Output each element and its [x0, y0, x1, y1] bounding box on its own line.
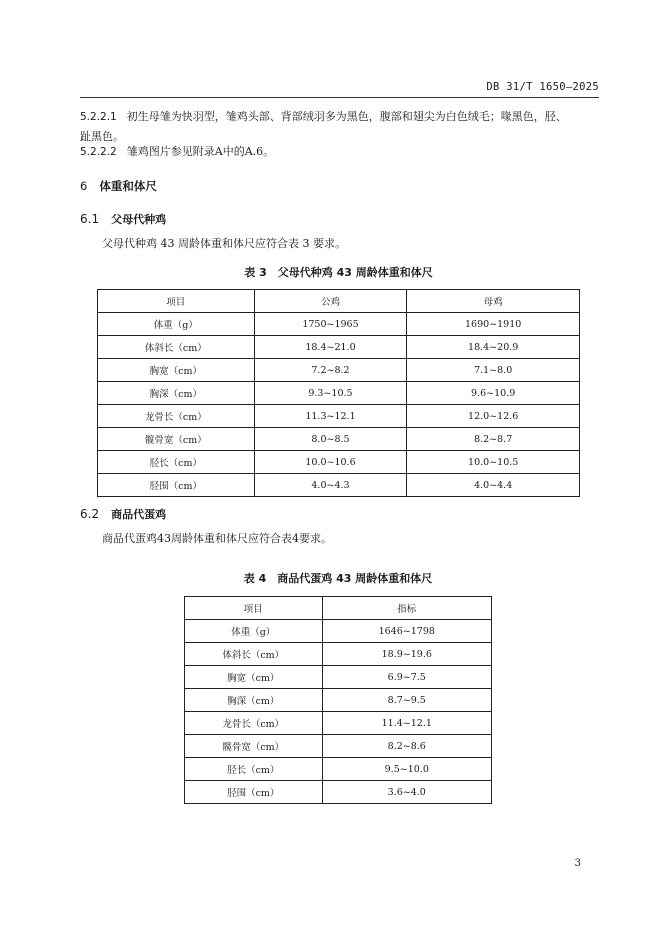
- table-cell: 胸宽（cm）: [185, 666, 323, 689]
- table-row: [185, 689, 492, 712]
- table-cell: 3.6~4.0: [322, 781, 491, 804]
- table-cell: 18.4~21.0: [254, 336, 407, 359]
- header-cell: 项目: [185, 597, 323, 620]
- table-cell: 18.9~19.6: [322, 643, 491, 666]
- section-title: 体重和体尺: [99, 179, 157, 193]
- table-cell: 胫围（cm）: [98, 474, 255, 497]
- table-row: [98, 336, 580, 359]
- table-cell: 11.4~12.1: [322, 712, 491, 735]
- table-cell: 1690~1910: [407, 313, 580, 336]
- table-cell: 10.0~10.6: [254, 451, 407, 474]
- clause-text: 雏鸡图片参见附录A中的A.6。: [126, 145, 275, 158]
- table-row: [185, 712, 492, 735]
- table-cell: 体斜长（cm）: [185, 643, 323, 666]
- table-row: [185, 666, 492, 689]
- table-row: [98, 382, 580, 405]
- table-cell: 8.0~8.5: [254, 428, 407, 451]
- table-cell: 6.9~7.5: [322, 666, 491, 689]
- table-cell: 胫长（cm）: [98, 451, 255, 474]
- table-cell: 髋骨宽（cm）: [185, 735, 323, 758]
- table-row: [185, 735, 492, 758]
- table-row: [98, 451, 580, 474]
- table-row: [98, 428, 580, 451]
- page-number: 3: [574, 858, 581, 869]
- table-cell: 8.2~8.6: [322, 735, 491, 758]
- table-row: [98, 474, 580, 497]
- header-cell: 母鸡: [407, 290, 580, 313]
- section-number: 6.2: [80, 507, 100, 521]
- table-row: [185, 643, 492, 666]
- table-header-row: [185, 597, 492, 620]
- table-cell: 胸宽（cm）: [98, 359, 255, 382]
- header-rule: [80, 97, 599, 98]
- clause-5-2-2-2: [80, 142, 274, 162]
- table-4: [184, 596, 492, 804]
- table-cell: 龙骨长（cm）: [98, 405, 255, 428]
- table-cell: 9.3~10.5: [254, 382, 407, 405]
- table-cell: 18.4~20.9: [407, 336, 580, 359]
- table-cell: 12.0~12.6: [407, 405, 580, 428]
- table-cell: 龙骨长（cm）: [185, 712, 323, 735]
- table-cell: 胫围（cm）: [185, 781, 323, 804]
- document-id: DB 31/T 1650—2025: [486, 81, 599, 93]
- section-number: 6.1: [80, 212, 100, 226]
- table-3-caption: 表 3 父母代种鸡 43 周龄体重和体尺: [244, 266, 433, 279]
- table-cell: 髋骨宽（cm）: [98, 428, 255, 451]
- section-6-heading: [80, 178, 157, 194]
- table-4-caption: 表 4 商品代蛋鸡 43 周龄体重和体尺: [243, 572, 433, 585]
- header-cell: 指标: [322, 597, 491, 620]
- section-6-2-body: 商品代蛋鸡43周龄体重和体尺应符合表4要求。: [102, 532, 332, 545]
- header-cell: 公鸡: [254, 290, 407, 313]
- table-cell: 体重（g）: [98, 313, 255, 336]
- clause-5-2-2-1: [80, 107, 600, 147]
- clause-number: 5.2.2.1: [80, 111, 117, 123]
- table-cell: 11.3~12.1: [254, 405, 407, 428]
- section-6-1-heading: [80, 211, 166, 227]
- table-cell: 8.7~9.5: [322, 689, 491, 712]
- header-cell: 项目: [98, 290, 255, 313]
- table-row: [185, 781, 492, 804]
- section-6-2-heading: [80, 506, 166, 522]
- section-title: 商品代蛋鸡: [111, 508, 167, 521]
- table-header-row: [98, 290, 580, 313]
- table-cell: 4.0~4.3: [254, 474, 407, 497]
- table-row: [98, 359, 580, 382]
- table-cell: 7.1~8.0: [407, 359, 580, 382]
- clause-text: 初生母雏为快羽型，雏鸡头部、背部绒羽多为黑色，腹部和翅尖为白色绒毛；喙黑色，胫、: [126, 110, 567, 123]
- table-row: [98, 313, 580, 336]
- section-number: 6: [80, 179, 88, 193]
- table-cell: 4.0~4.4: [407, 474, 580, 497]
- table-row: [185, 758, 492, 781]
- clause-number: 5.2.2.2: [80, 146, 117, 158]
- table-cell: 体斜长（cm）: [98, 336, 255, 359]
- table-cell: 9.5~10.0: [322, 758, 491, 781]
- table-row: [98, 405, 580, 428]
- table-cell: 胫长（cm）: [185, 758, 323, 781]
- table-cell: 1646~1798: [322, 620, 491, 643]
- table-row: [185, 620, 492, 643]
- table-cell: 体重（g）: [185, 620, 323, 643]
- clause-text-continued: 趾黑色。: [80, 130, 124, 143]
- table-cell: 1750~1965: [254, 313, 407, 336]
- section-title: 父母代种鸡: [111, 213, 167, 226]
- table-cell: 胸深（cm）: [98, 382, 255, 405]
- table-cell: 胸深（cm）: [185, 689, 323, 712]
- table-cell: 9.6~10.9: [407, 382, 580, 405]
- table-cell: 8.2~8.7: [407, 428, 580, 451]
- table-3: [97, 289, 580, 497]
- table-cell: 10.0~10.5: [407, 451, 580, 474]
- table-cell: 7.2~8.2: [254, 359, 407, 382]
- section-6-1-body: 父母代种鸡 43 周龄体重和体尺应符合表 3 要求。: [102, 237, 346, 250]
